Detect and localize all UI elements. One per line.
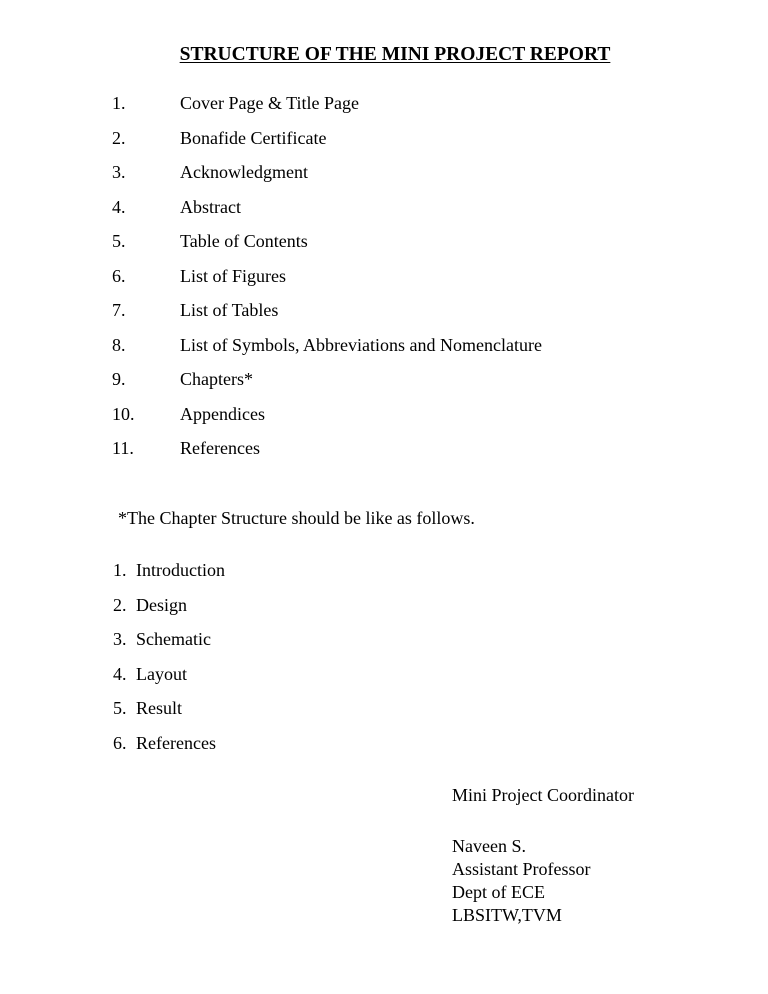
item-number: 5.: [113, 698, 127, 718]
item-number: 3.: [113, 629, 127, 649]
item-label: Introduction: [136, 560, 225, 580]
item-number: 2.: [113, 594, 127, 615]
item-number: 1.: [113, 560, 127, 580]
item-label: Layout: [136, 663, 187, 684]
item-label: List of Figures: [180, 265, 286, 286]
item-number: 11.: [112, 438, 134, 458]
item-number: 3.: [112, 162, 126, 182]
item-label: Chapters*: [180, 369, 253, 389]
item-number: 6.: [113, 732, 127, 753]
chapter-note: *The Chapter Structure should be like as follows.: [118, 508, 475, 528]
item-label: Schematic: [136, 629, 211, 649]
page-title: STRUCTURE OF THE MINI PROJECT REPORT: [179, 44, 611, 65]
item-number: 10.: [112, 403, 135, 424]
signature-spacer: [452, 807, 634, 835]
item-number: 5.: [112, 231, 126, 251]
item-label: Table of Contents: [180, 231, 308, 251]
item-number: 8.: [112, 334, 126, 355]
signature-block: [452, 784, 634, 927]
item-number: 1.: [112, 93, 126, 113]
signature-role: Mini Project Coordinator: [452, 785, 634, 805]
item-label: Bonafide Certificate: [180, 127, 327, 148]
item-number: 4.: [112, 196, 126, 217]
item-number: 2.: [112, 127, 126, 148]
item-label: References: [180, 438, 260, 458]
item-label: List of Tables: [180, 300, 279, 320]
item-number: 4.: [113, 663, 127, 684]
item-label: Abstract: [180, 196, 241, 217]
item-number: 7.: [112, 300, 126, 320]
item-label: Acknowledgment: [180, 162, 308, 182]
item-label: Appendices: [180, 403, 265, 424]
item-label: List of Symbols, Abbreviations and Nomenclature: [180, 334, 542, 355]
item-label: References: [136, 732, 216, 753]
signature-department: Dept of ECE: [452, 882, 545, 902]
signature-name: Naveen S.: [452, 836, 526, 856]
item-number: 6.: [112, 265, 126, 286]
item-label: Design: [136, 594, 187, 615]
signature-designation: Assistant Professor: [452, 859, 591, 879]
item-number: 9.: [112, 369, 126, 389]
signature-institution: LBSITW,TVM: [452, 905, 562, 925]
item-label: Cover Page & Title Page: [180, 93, 359, 113]
item-label: Result: [136, 698, 183, 718]
